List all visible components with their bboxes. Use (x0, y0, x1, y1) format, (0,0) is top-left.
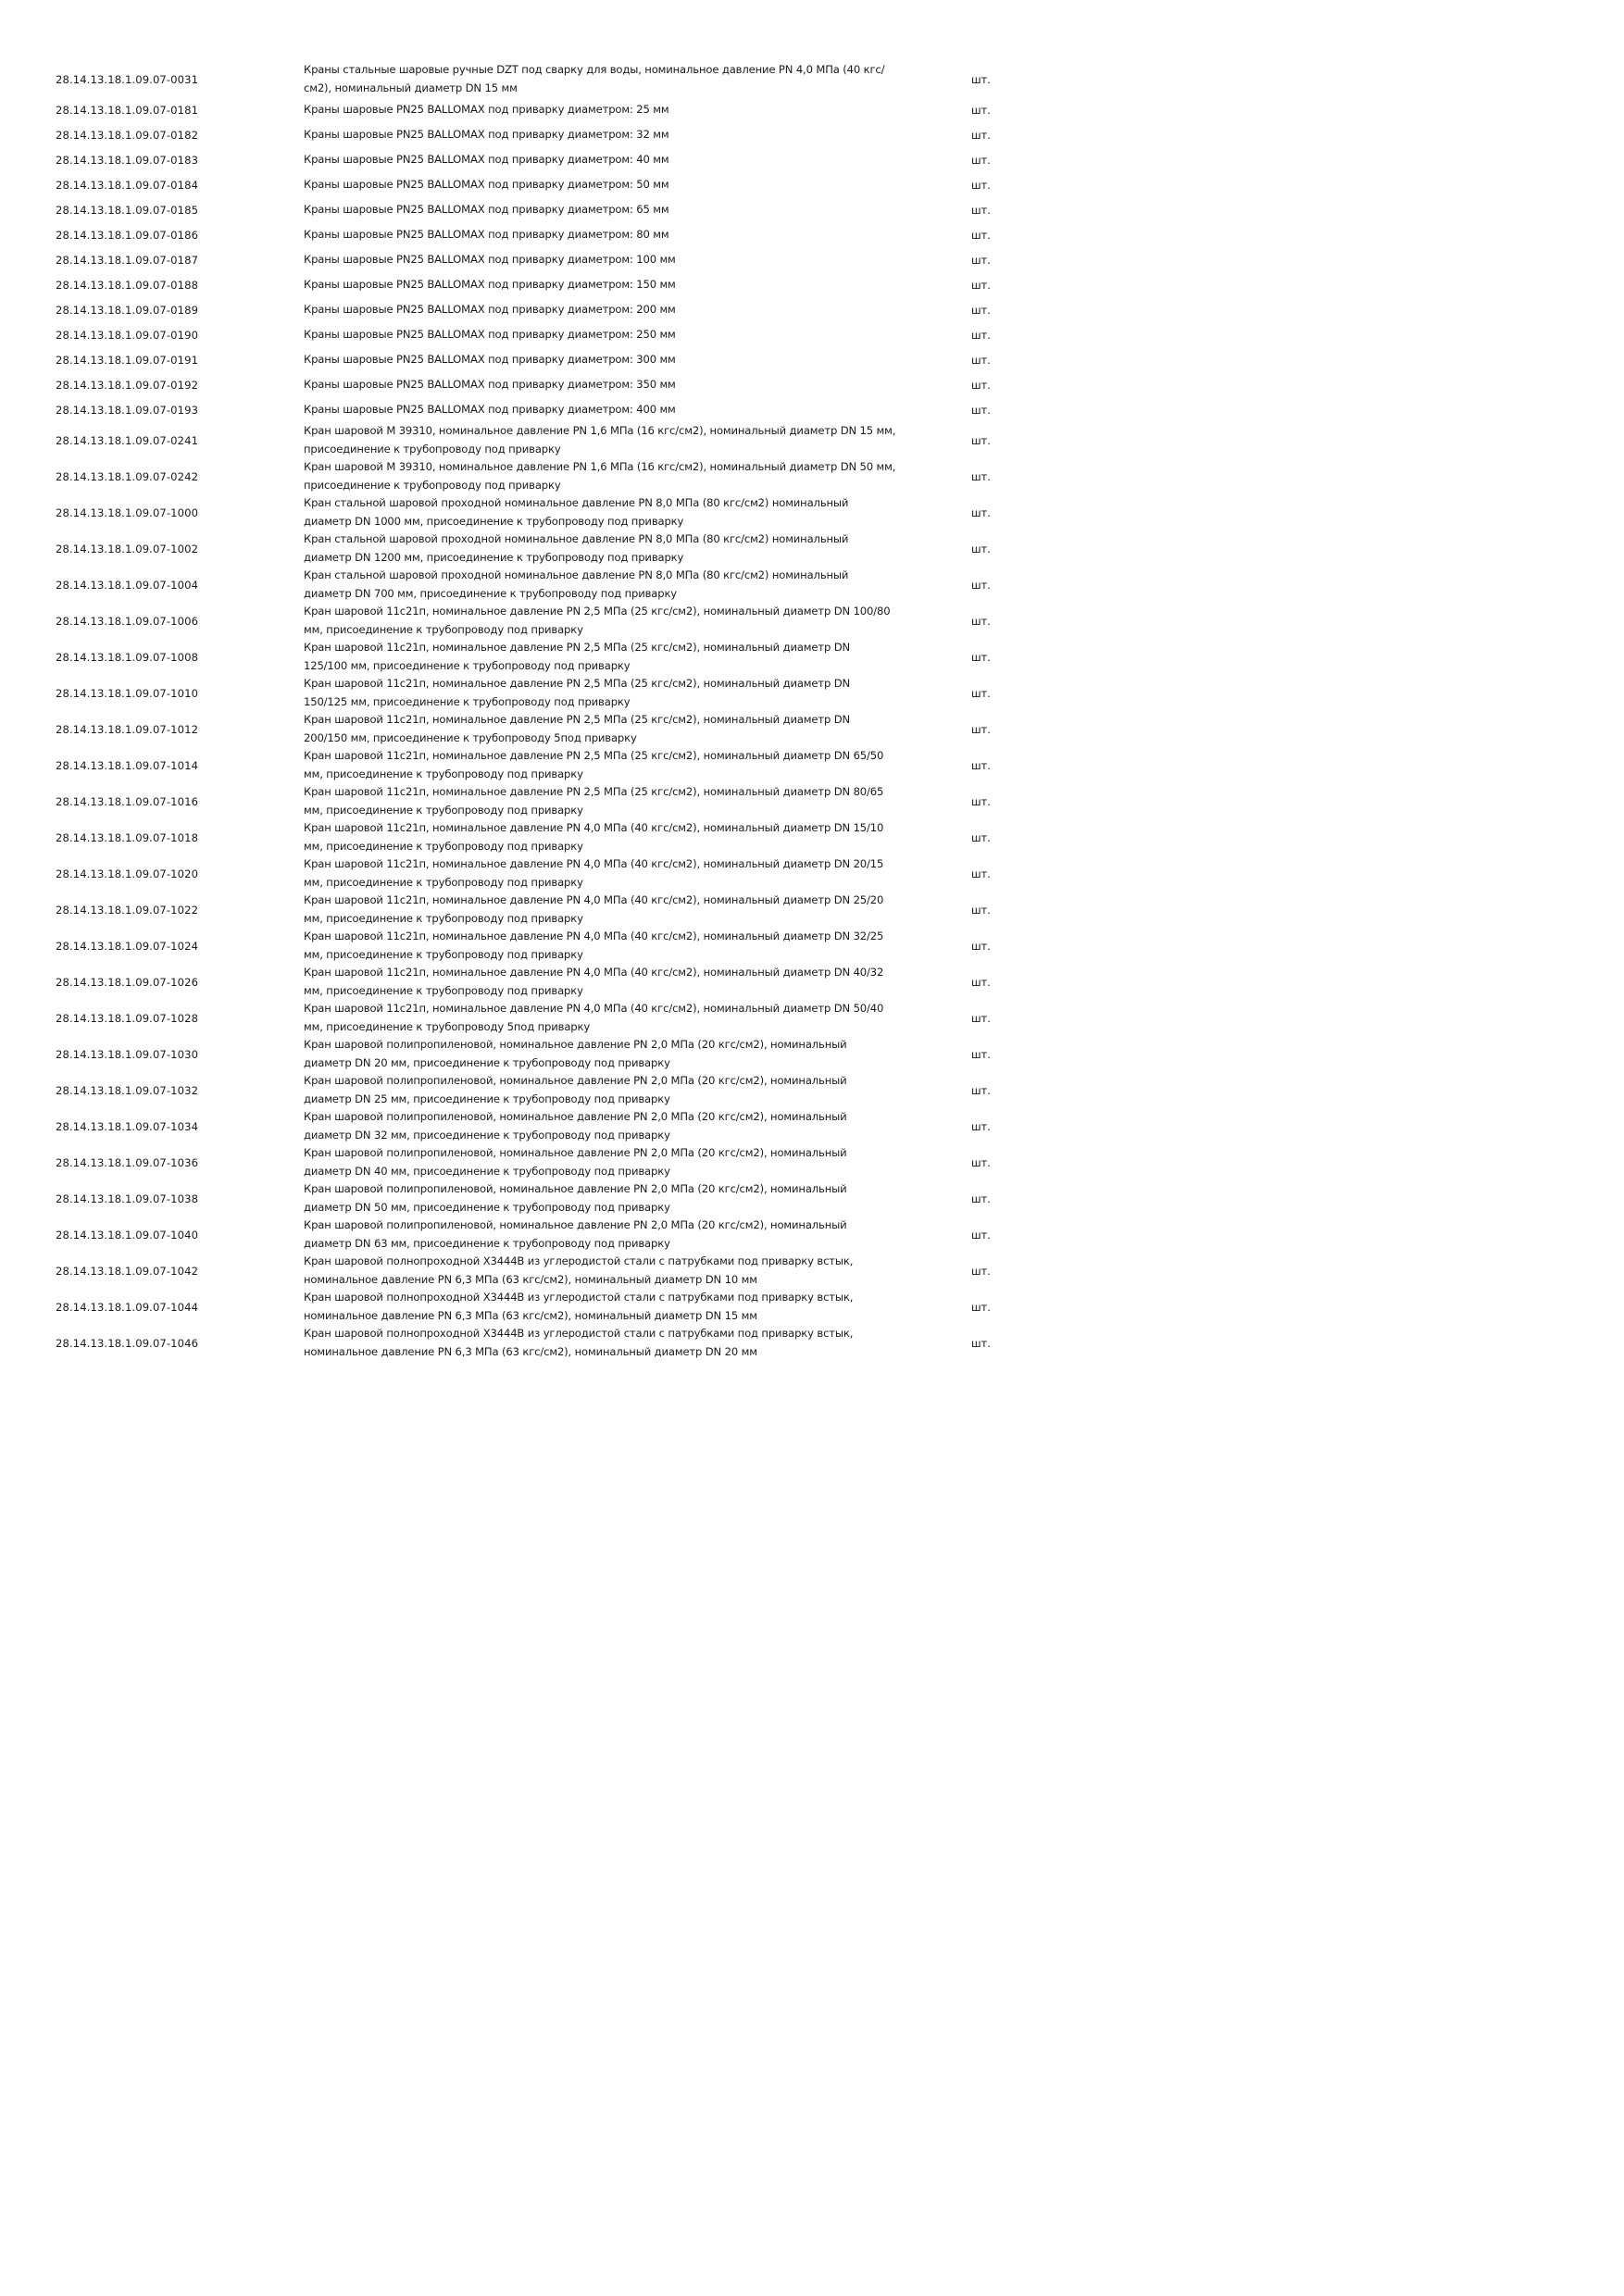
resource-description: Кран шаровой М 39310, номинальное давление PN 1,6 МПа (16 кгс/см2), номинальный диаметр DN 15 мм, присоединение к трубопроводу под приварку (304, 424, 896, 455)
resource-description: Кран шаровой 11с21п, номинальное давление PN 4,0 МПа (40 кгс/см2), номинальный диаметр DN 20/15 мм, присоединение к трубопроводу под приварку (304, 857, 884, 889)
unit-of-measure: шт. (970, 278, 991, 292)
unit-of-measure: шт. (970, 794, 991, 808)
resource-code: 28.14.13.18.1.09.07-1036 (56, 1155, 199, 1169)
unit-of-measure: шт. (970, 903, 991, 917)
resource-description: Кран шаровой 11с21п, номинальное давление PN 2,5 МПа (25 кгс/см2), номинальный диаметр DN 65/50 мм, присоединение к трубопроводу под приварку (304, 749, 884, 780)
resource-description: Кран шаровой 11с21п, номинальное давление PN 2,5 МПа (25 кгс/см2), номинальный диаметр DN 125/100 мм, присоединение к трубопроводу под приварку (304, 641, 851, 672)
unit-of-measure: шт. (970, 303, 991, 317)
resource-description: Краны шаровые PN25 BALLOMAX под приварку диаметром: 65 мм (304, 202, 669, 216)
resource-code: 28.14.13.18.1.09.07-1020 (56, 867, 199, 880)
table-row (56, 247, 991, 272)
resource-description: Краны шаровые PN25 BALLOMAX под приварку диаметром: 300 мм (304, 352, 676, 366)
resource-code: 28.14.13.18.1.09.07-1022 (56, 903, 199, 917)
unit-of-measure: шт. (970, 253, 991, 267)
resource-description: Кран шаровой полипропиленовой, номинальное давление PN 2,0 МПа (20 кгс/см2), номинальный диаметр DN 63 мм, присоединение к трубопроводу под приварку (304, 1218, 847, 1250)
table-row (56, 675, 991, 711)
resource-description: Краны шаровые PN25 BALLOMAX под приварку диаметром: 200 мм (304, 302, 676, 316)
resource-code: 28.14.13.18.1.09.07-1042 (56, 1264, 199, 1278)
resource-code: 28.14.13.18.1.09.07-1002 (56, 542, 199, 555)
table-row (56, 1000, 991, 1036)
unit-of-measure: шт. (970, 867, 991, 880)
table-row (56, 1325, 991, 1361)
unit-of-measure: шт. (970, 328, 991, 342)
resource-code: 28.14.13.18.1.09.07-0189 (56, 303, 199, 317)
resource-description: Краны шаровые PN25 BALLOMAX под приварку диаметром: 50 мм (304, 177, 669, 191)
resource-code: 28.14.13.18.1.09.07-1010 (56, 686, 199, 700)
unit-of-measure: шт. (970, 830, 991, 844)
unit-of-measure: шт. (970, 433, 991, 447)
table-row (56, 1072, 991, 1108)
resource-description: Краны шаровые PN25 BALLOMAX под приварку диаметром: 350 мм (304, 377, 676, 391)
unit-of-measure: шт. (970, 975, 991, 989)
resource-description: Краны шаровые PN25 BALLOMAX под приварку диаметром: 250 мм (304, 327, 676, 341)
resource-code: 28.14.13.18.1.09.07-1016 (56, 794, 199, 808)
table-body (56, 61, 991, 1361)
unit-of-measure: шт. (970, 686, 991, 700)
document-page (0, 0, 1026, 1451)
resource-code: 28.14.13.18.1.09.07-0242 (56, 469, 199, 483)
table-row (56, 61, 991, 97)
resource-description: Краны шаровые PN25 BALLOMAX под приварку диаметром: 150 мм (304, 277, 676, 291)
unit-of-measure: шт. (970, 228, 991, 242)
resource-description: Кран шаровой 11с21п, номинальное давление PN 2,5 МПа (25 кгс/см2), номинальный диаметр DN 80/65 мм, присоединение к трубопроводу под приварку (304, 785, 884, 817)
resource-code: 28.14.13.18.1.09.07-1014 (56, 758, 199, 772)
unit-of-measure: шт. (970, 1228, 991, 1242)
table-row (56, 397, 991, 422)
unit-of-measure: шт. (970, 578, 991, 592)
table-row (56, 603, 991, 639)
resource-description: Кран шаровой полипропиленовой, номинальное давление PN 2,0 МПа (20 кгс/см2), номинальный диаметр DN 32 мм, присоединение к трубопроводу под приварку (304, 1110, 847, 1142)
resource-code: 28.14.13.18.1.09.07-1034 (56, 1119, 199, 1133)
unit-of-measure: шт. (970, 939, 991, 953)
resource-description: Кран шаровой 11с21п, номинальное давление PN 4,0 МПа (40 кгс/см2), номинальный диаметр DN 15/10 мм, присоединение к трубопроводу под приварку (304, 821, 884, 853)
unit-of-measure: шт. (970, 153, 991, 167)
resource-code: 28.14.13.18.1.09.07-1028 (56, 1011, 199, 1025)
resource-description: Кран шаровой полипропиленовой, номинальное давление PN 2,0 МПа (20 кгс/см2), номинальный диаметр DN 40 мм, присоединение к трубопроводу под приварку (304, 1146, 847, 1178)
table-row (56, 458, 991, 494)
table-row (56, 172, 991, 197)
resource-code: 28.14.13.18.1.09.07-0184 (56, 178, 199, 192)
unit-of-measure: шт. (970, 505, 991, 519)
table-row (56, 494, 991, 530)
table-row (56, 711, 991, 747)
table-row (56, 322, 991, 347)
unit-of-measure: шт. (970, 178, 991, 192)
resource-description: Краны шаровые PN25 BALLOMAX под приварку диаметром: 40 мм (304, 152, 669, 166)
table-row (56, 197, 991, 222)
resource-table (56, 61, 991, 1361)
unit-of-measure: шт. (970, 378, 991, 392)
resource-description: Кран шаровой полнопроходной Х3444В из углеродистой стали с патрубками под приварку встык, номинальное давление PN 6,3 МПа (63 кгс/см2), номинальный диаметр DN 20 мм (304, 1327, 854, 1358)
unit-of-measure: шт. (970, 1119, 991, 1133)
resource-description: Кран шаровой полипропиленовой, номинальное давление PN 2,0 МПа (20 кгс/см2), номинальный диаметр DN 25 мм, присоединение к трубопроводу под приварку (304, 1074, 847, 1105)
resource-description: Кран шаровой 11с21п, номинальное давление PN 2,5 МПа (25 кгс/см2), номинальный диаметр DN 100/80 мм, присоединение к трубопроводу под приварку (304, 605, 891, 636)
resource-code: 28.14.13.18.1.09.07-0187 (56, 253, 199, 267)
unit-of-measure: шт. (970, 1336, 991, 1350)
resource-code: 28.14.13.18.1.09.07-0192 (56, 378, 199, 392)
unit-of-measure: шт. (970, 469, 991, 483)
resource-code: 28.14.13.18.1.09.07-0185 (56, 203, 199, 217)
resource-code: 28.14.13.18.1.09.07-1024 (56, 939, 199, 953)
table-row (56, 272, 991, 297)
resource-code: 28.14.13.18.1.09.07-1044 (56, 1300, 199, 1314)
resource-code: 28.14.13.18.1.09.07-0181 (56, 103, 199, 117)
resource-code: 28.14.13.18.1.09.07-1046 (56, 1336, 199, 1350)
unit-of-measure: шт. (970, 103, 991, 117)
unit-of-measure: шт. (970, 758, 991, 772)
resource-description: Кран шаровой 11с21п, номинальное давление PN 2,5 МПа (25 кгс/см2), номинальный диаметр DN 200/150 мм, присоединение к трубопроводу 5под приварку (304, 713, 851, 744)
table-row (56, 639, 991, 675)
resource-description: Кран шаровой 11с21п, номинальное давление PN 4,0 МПа (40 кгс/см2), номинальный диаметр DN 50/40 мм, присоединение к трубопроводу 5под приварку (304, 1002, 884, 1033)
resource-code: 28.14.13.18.1.09.07-0241 (56, 433, 199, 447)
resource-description: Кран шаровой полипропиленовой, номинальное давление PN 2,0 МПа (20 кгс/см2), номинальный диаметр DN 50 мм, присоединение к трубопроводу под приварку (304, 1182, 847, 1214)
resource-code: 28.14.13.18.1.09.07-0031 (56, 72, 199, 86)
resource-code: 28.14.13.18.1.09.07-1026 (56, 975, 199, 989)
table-row (56, 964, 991, 1000)
resource-code: 28.14.13.18.1.09.07-1012 (56, 722, 199, 736)
resource-code: 28.14.13.18.1.09.07-1032 (56, 1083, 199, 1097)
table-row (56, 347, 991, 372)
table-row (56, 372, 991, 397)
table-row (56, 892, 991, 928)
table-row (56, 422, 991, 458)
resource-code: 28.14.13.18.1.09.07-1000 (56, 505, 199, 519)
unit-of-measure: шт. (970, 353, 991, 367)
unit-of-measure: шт. (970, 614, 991, 628)
table-row (56, 855, 991, 892)
unit-of-measure: шт. (970, 1264, 991, 1278)
resource-description: Кран шаровой 11с21п, номинальное давление PN 4,0 МПа (40 кгс/см2), номинальный диаметр DN 32/25 мм, присоединение к трубопроводу под приварку (304, 930, 884, 961)
resource-description: Кран шаровой полипропиленовой, номинальное давление PN 2,0 МПа (20 кгс/см2), номинальный диаметр DN 20 мм, присоединение к трубопроводу под приварку (304, 1038, 847, 1069)
resource-description: Кран шаровой 11с21п, номинальное давление PN 2,5 МПа (25 кгс/см2), номинальный диаметр DN 150/125 мм, присоединение к трубопроводу под приварку (304, 677, 851, 708)
resource-description: Кран стальной шаровой проходной номинальное давление PN 8,0 МПа (80 кгс/см2) номинальный диаметр DN 700 мм, присоединение к трубопроводу под приварку (304, 568, 849, 600)
table-row (56, 122, 991, 147)
resource-description: Краны шаровые PN25 BALLOMAX под приварку диаметром: 25 мм (304, 102, 669, 116)
resource-description: Краны шаровые PN25 BALLOMAX под приварку диаметром: 400 мм (304, 402, 676, 416)
table-row (56, 297, 991, 322)
resource-description: Кран стальной шаровой проходной номинальное давление PN 8,0 МПа (80 кгс/см2) номинальный диаметр DN 1000 мм, присоединение к трубопроводу под приварку (304, 496, 849, 528)
resource-description: Краны шаровые PN25 BALLOMAX под приварку диаметром: 100 мм (304, 252, 676, 266)
resource-description: Кран стальной шаровой проходной номинальное давление PN 8,0 МПа (80 кгс/см2) номинальный диаметр DN 1200 мм, присоединение к трубопроводу под приварку (304, 532, 849, 564)
resource-code: 28.14.13.18.1.09.07-0183 (56, 153, 199, 167)
table-row (56, 928, 991, 964)
unit-of-measure: шт. (970, 1192, 991, 1205)
resource-description: Краны шаровые PN25 BALLOMAX под приварку диаметром: 32 мм (304, 127, 669, 141)
table-row (56, 1036, 991, 1072)
resource-code: 28.14.13.18.1.09.07-1040 (56, 1228, 199, 1242)
resource-description: Кран шаровой 11с21п, номинальное давление PN 4,0 МПа (40 кгс/см2), номинальный диаметр DN 25/20 мм, присоединение к трубопроводу под приварку (304, 893, 884, 925)
unit-of-measure: шт. (970, 1300, 991, 1314)
table-row (56, 147, 991, 172)
resource-code: 28.14.13.18.1.09.07-0186 (56, 228, 199, 242)
unit-of-measure: шт. (970, 128, 991, 142)
table-row (56, 1217, 991, 1253)
unit-of-measure: шт. (970, 203, 991, 217)
resource-code: 28.14.13.18.1.09.07-0193 (56, 403, 199, 417)
resource-code: 28.14.13.18.1.09.07-0182 (56, 128, 199, 142)
unit-of-measure: шт. (970, 72, 991, 86)
table-row (56, 1144, 991, 1180)
resource-description: Кран шаровой полнопроходной Х3444В из углеродистой стали с патрубками под приварку встык, номинальное давление PN 6,3 МПа (63 кгс/см2), номинальный диаметр DN 15 мм (304, 1291, 854, 1322)
table-row (56, 783, 991, 819)
resource-description: Кран шаровой М 39310, номинальное давление PN 1,6 МПа (16 кгс/см2), номинальный диаметр DN 50 мм, присоединение к трубопроводу под приварку (304, 460, 896, 492)
resource-code: 28.14.13.18.1.09.07-1030 (56, 1047, 199, 1061)
table-row (56, 747, 991, 783)
table-row (56, 1108, 991, 1144)
unit-of-measure: шт. (970, 542, 991, 555)
resource-description: Кран шаровой полнопроходной Х3444В из углеродистой стали с патрубками под приварку встык, номинальное давление PN 6,3 МПа (63 кгс/см2), номинальный диаметр DN 10 мм (304, 1254, 854, 1286)
resource-code: 28.14.13.18.1.09.07-0190 (56, 328, 199, 342)
table-row (56, 97, 991, 122)
unit-of-measure: шт. (970, 1047, 991, 1061)
table-row (56, 1289, 991, 1325)
resource-description: Краны шаровые PN25 BALLOMAX под приварку диаметром: 80 мм (304, 227, 669, 241)
resource-code: 28.14.13.18.1.09.07-1006 (56, 614, 199, 628)
table-row (56, 819, 991, 855)
unit-of-measure: шт. (970, 722, 991, 736)
resource-code: 28.14.13.18.1.09.07-1038 (56, 1192, 199, 1205)
resource-code: 28.14.13.18.1.09.07-1004 (56, 578, 199, 592)
table-row (56, 1253, 991, 1289)
unit-of-measure: шт. (970, 650, 991, 664)
resource-description: Краны стальные шаровые ручные DZT под сварку для воды, номинальное давление PN 4,0 МПа (40 кгс/см2), номинальный диаметр DN 15 мм (304, 63, 885, 94)
resource-code: 28.14.13.18.1.09.07-0191 (56, 353, 199, 367)
unit-of-measure: шт. (970, 1083, 991, 1097)
resource-code: 28.14.13.18.1.09.07-1008 (56, 650, 199, 664)
table-row (56, 222, 991, 247)
resource-code: 28.14.13.18.1.09.07-0188 (56, 278, 199, 292)
table-row (56, 530, 991, 567)
unit-of-measure: шт. (970, 1155, 991, 1169)
resource-code: 28.14.13.18.1.09.07-1018 (56, 830, 199, 844)
table-row (56, 567, 991, 603)
resource-description: Кран шаровой 11с21п, номинальное давление PN 4,0 МПа (40 кгс/см2), номинальный диаметр DN 40/32 мм, присоединение к трубопроводу под приварку (304, 966, 884, 997)
unit-of-measure: шт. (970, 1011, 991, 1025)
table-row (56, 1180, 991, 1217)
unit-of-measure: шт. (970, 403, 991, 417)
